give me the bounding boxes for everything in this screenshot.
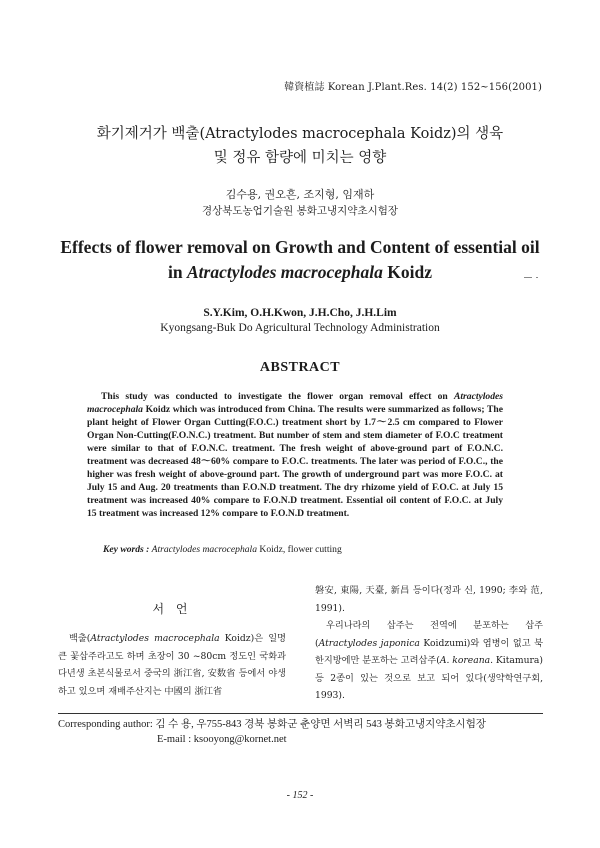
korean-title-line2: 및 정유 함량에 미치는 영향 <box>213 150 387 166</box>
corresponding-text: 김 수 용, 우755-843 경북 봉화군 춘양면 서벽리 543 봉화고냉지약초시험장 <box>155 719 486 730</box>
keywords-label: Key words : <box>103 544 150 555</box>
footnote-divider <box>58 713 543 714</box>
journal-reference: 韓資植誌 Korean J.Plant.Res. 14(2) 152~156(2001) <box>284 82 542 93</box>
english-title-suffix: Koidz <box>382 262 432 282</box>
english-title-species: Atractylodes macrocephala <box>186 262 383 282</box>
scan-mark <box>524 277 532 278</box>
abstract-text-b: Koidz which was introduced from China. The results were summarized as follows; The plant height of Flower Organ Cutting(F.O.C.) treatment short by 1.7～2.5 cm compared to Flower Organ Non-Cutting(F.O.N.C.) treatment. But number of stem and stem diameter of F.O.C treatment were similar to that of F.O.N.C. treatment. The fresh weight of above-ground part of F.O.N.C. treatment was decreased 48～60% compare to F.O.C. treatments. The later was period of F.O.C., the higher was fresh weight of above-ground part. The growth of underground part was more F.O.C. at July 15 and Aug. 20 treatments than F.O.N.D treatment. The dry rhizome yield of F.O.C. at July 15 treatment was increased 40% compare to F.O.N.D treatment. Essential oil content of F.O.C. at July 15 treatment was increased 12% compare to F.O.N.D treatment. <box>87 404 503 519</box>
english-affiliation: Kyongsang-Buk Do Agricultural Technology Administration <box>160 322 440 334</box>
keywords-line <box>103 544 342 555</box>
intro-right-species-b: A. koreana. <box>439 655 494 666</box>
english-title-prefix: in <box>168 262 187 282</box>
intro-right-text-a: 우리나라의 삽주는 전역에 분포하는 삽주( <box>315 620 543 649</box>
corresponding-author-note <box>58 717 486 747</box>
abstract-text-a: This study was conducted to investigate the flower organ removal effect on <box>101 391 454 402</box>
keywords-species: Atractylodes macrocephala <box>149 544 258 555</box>
scan-mark-dot <box>536 277 538 278</box>
intro-left-species: Atractylodes macrocephala <box>90 633 220 644</box>
abstract-heading: ABSTRACT <box>259 360 341 375</box>
english-title-line2 <box>0 262 600 283</box>
korean-title-line1: 화기제거가 백출(Atractylodes macrocephala Koidz)의 생육 <box>96 126 504 142</box>
intro-heading: 서 언 <box>152 602 192 616</box>
intro-right-text-b: Koidzumi)와 엽병이 없고 북한지방에만 분포하는 고려삽주( <box>315 637 543 666</box>
abstract-body <box>87 390 503 520</box>
intro-left-column <box>58 630 286 700</box>
intro-right-species-a: Atractylodes japonica <box>318 637 420 649</box>
intro-right-paragraph2 <box>315 617 543 705</box>
intro-left-text-a: 백출( <box>69 633 91 644</box>
keywords-rest: Koidz, flower cutting <box>257 544 342 555</box>
page-number: - 152 - <box>286 790 314 801</box>
intro-left-text-b: Koidz)은 일명 큰 꽃삽주라고도 하며 초장이 30 ~80cm 정도인 국화과 다년생 초본식물로서 중국의 浙江省, 安数省 등에서 야생하고 있으며 재배주산지는 中國의 浙江省 <box>58 633 286 697</box>
english-title-line1: Effects of flower removal on Growth and Content of essential oil <box>60 237 540 257</box>
korean-affiliation: 경상북도농업기술원 봉화고냉지약초시험장 <box>201 205 399 217</box>
intro-right-column <box>315 582 543 705</box>
intro-right-text-c: Kitamura)등 2종이 있는 것으로 보고 되어 있다(생약학연구회, 1993). <box>315 655 543 701</box>
corresponding-email: E-mail : ksooyong@kornet.net <box>157 734 287 745</box>
korean-authors: 김수용, 권오흔, 조지형, 임재하 <box>225 188 375 201</box>
corresponding-label: Corresponding author: <box>58 719 156 730</box>
intro-right-paragraph1: 磐安, 東陽, 天臺, 新昌 등이다(정과 신, 1990; 李와 范, 1991). <box>315 585 543 614</box>
intro-left-paragraph <box>58 630 286 700</box>
english-authors: S.Y.Kim, O.H.Kwon, J.H.Cho, J.H.Lim <box>203 307 397 319</box>
abstract-species: Atractylodes macrocephala <box>87 391 503 415</box>
